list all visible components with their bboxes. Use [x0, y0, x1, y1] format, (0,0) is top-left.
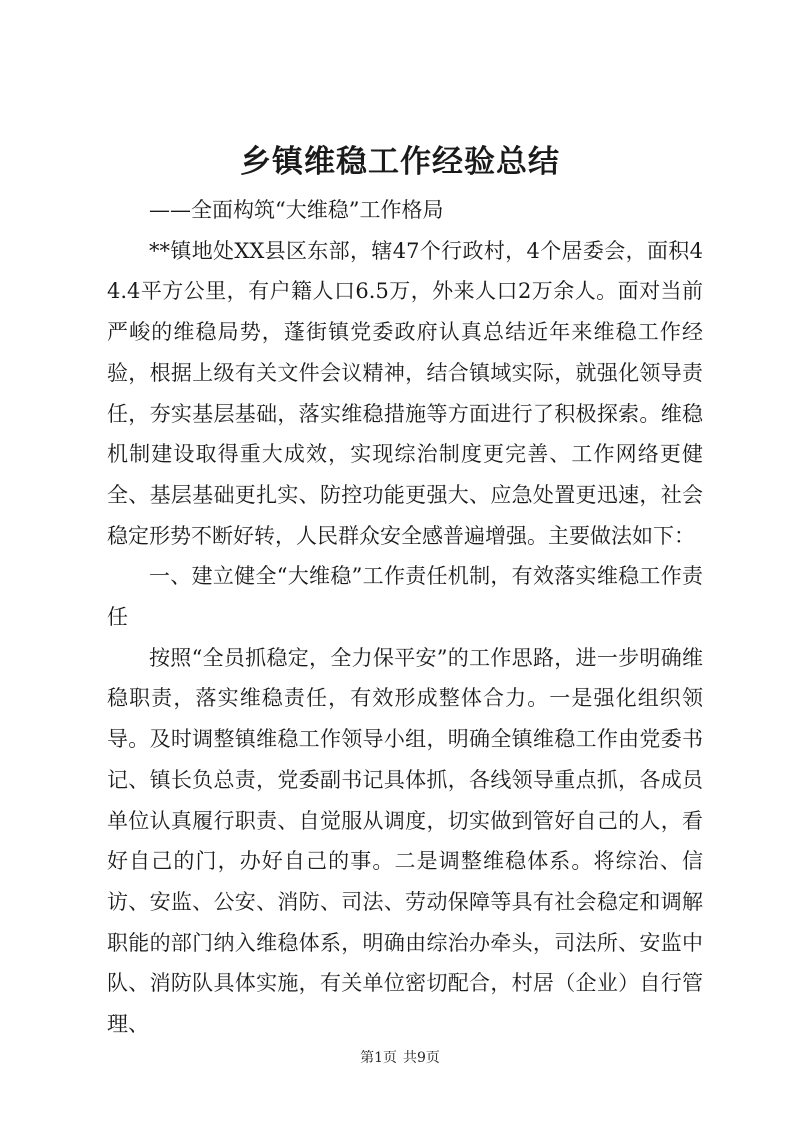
- subtitle: ——全面构筑“大维稳”工作格局: [149, 198, 444, 222]
- page-total: 共9页: [403, 1050, 440, 1066]
- section-heading-1: 一、建立健全“大维稳”工作责任机制，有效落实维稳工作责任: [107, 564, 703, 630]
- page-number: 第1页: [360, 1050, 397, 1066]
- document-title: 乡镇维稳工作经验总结: [240, 144, 560, 180]
- page-footer: [0, 1048, 800, 1068]
- document-body: [107, 190, 703, 1045]
- paragraph-section-1: 按照“全员抓稳定，全力保平安”的工作思路，进一步明确维稳职责，落实维稳责任，有效形成整体合力。一是强化组织领导。及时调整镇维稳工作领导小组，明确全镇维稳工作由党委书记、镇长负总责，党委副书记具体抓，各线领导重点抓，各成员单位认真履行职责、自觉服从调度，切实做到管好自己的人，看好自己的门，办好自己的事。二是调整维稳体系。将综治、信访、安监、公安、消防、司法、劳动保障等具有社会稳定和调解职能的部门纳入维稳体系，明确由综治办牵头，司法所、安监中队、消防队具体实施，有关单位密切配合，村居（企业）自行管理、: [107, 645, 703, 1037]
- paragraph-intro: **镇地处XX县区东部，辖47个行政村，4个居委会，面积44.4平方公里，有户籍人口6.5万，外来人口2万余人。面对当前严峻的维稳局势，蓬街镇党委政府认真总结近年来维稳工作经验，根据上级有关文件会议精神，结合镇域实际，就强化领导责任，夯实基层基础，落实维稳措施等方面进行了积极探索。维稳机制建设取得重大成效，实现综治制度更完善、工作网络更健全、基层基础更扎实、防控功能更强大、应急处置更迅速，社会稳定形势不断好转，人民群众安全感普遍增强。主要做法如下：: [107, 238, 703, 548]
